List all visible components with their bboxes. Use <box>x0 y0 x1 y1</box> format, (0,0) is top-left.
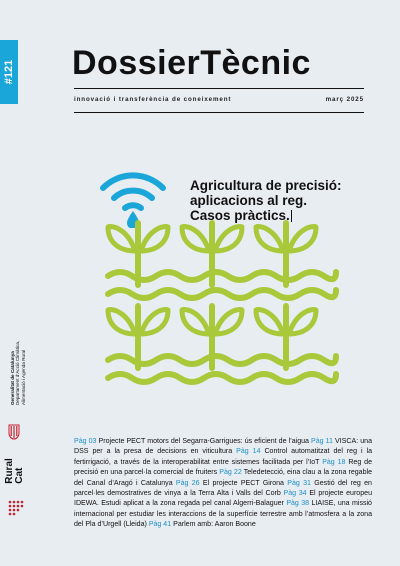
cover-title-line: aplicacions al reg. <box>190 193 308 208</box>
toc-page[interactable]: Pàg 26 <box>175 479 200 487</box>
toc-page[interactable]: Pàg 38 <box>286 500 310 508</box>
toc-page[interactable]: Pàg 34 <box>283 490 307 498</box>
cover-title-line: Agricultura de precisió: <box>190 178 342 193</box>
toc-entry: VISCA: una DSS per a la presa de decisions en viticultura <box>74 438 372 456</box>
ruralcat-dots-icon <box>8 500 24 518</box>
catalan-government-seal-icon <box>8 424 20 440</box>
toc-entry: Control automatitzat del reg i la fertirrigació, a través de la interoperabilitat entre sistemes facilitada per l’IoT <box>74 448 372 466</box>
table-of-contents <box>74 437 372 531</box>
toc-entry: El projecte europeu IDEWA. Estudi aplicat a la zona regada pel canal Algerri-Balaguer <box>74 490 372 508</box>
issue-date: març 2025 <box>325 96 364 103</box>
toc-page[interactable]: Pàg 18 <box>322 458 346 466</box>
publisher-organization: Generalitat de Catalunya Departament d’Acció Climàtica, Alimentació i Agenda Rural <box>9 340 26 405</box>
toc-entry: LIAISE, una missió internacional per estudiar les interaccions de la superfície terrestre amb l’atmosfera a la zona del Pla d’Urgell (Lleida) <box>74 500 372 529</box>
toc-page[interactable]: Pàg 31 <box>287 479 311 487</box>
toc-page[interactable]: Pàg 03 <box>74 438 97 445</box>
toc-page[interactable]: Pàg 11 <box>311 438 333 445</box>
toc-entry: Reg de precisió en una parcel·la comercial de fruiters <box>74 458 372 477</box>
toc-page[interactable]: Pàg 14 <box>236 448 261 456</box>
toc-entry: Parlem amb: Aaron Boone <box>171 521 256 529</box>
plant-row-bottom <box>108 306 336 382</box>
masthead-title: DossierTècnic <box>72 44 311 82</box>
toc-page[interactable]: Pàg 22 <box>219 469 242 477</box>
toc-entry: Teledetecció, eina clau a la zona regable del Canal d’Aragó i Catalunya <box>74 469 373 487</box>
toc-entry: El projecte PECT Girona <box>199 479 288 487</box>
masthead-tagline: innovació i transferència de coneixement <box>74 96 232 103</box>
ruralcat-logo: Rural Cat <box>4 458 25 484</box>
plant-row-top <box>108 223 336 298</box>
toc-entry: Gestió del reg en parcel·les demostratives de vinya a la Terra Alta i Valls del Corb <box>74 479 372 498</box>
toc-page[interactable]: Pàg 41 <box>148 521 172 529</box>
toc-entry: Projecte PECT motors del Segarra-Garrigues: ús eficient de l’aigua <box>96 438 312 445</box>
cover-title-line: Casos pràctics. <box>190 208 290 223</box>
issue-number: #121 <box>3 59 15 85</box>
